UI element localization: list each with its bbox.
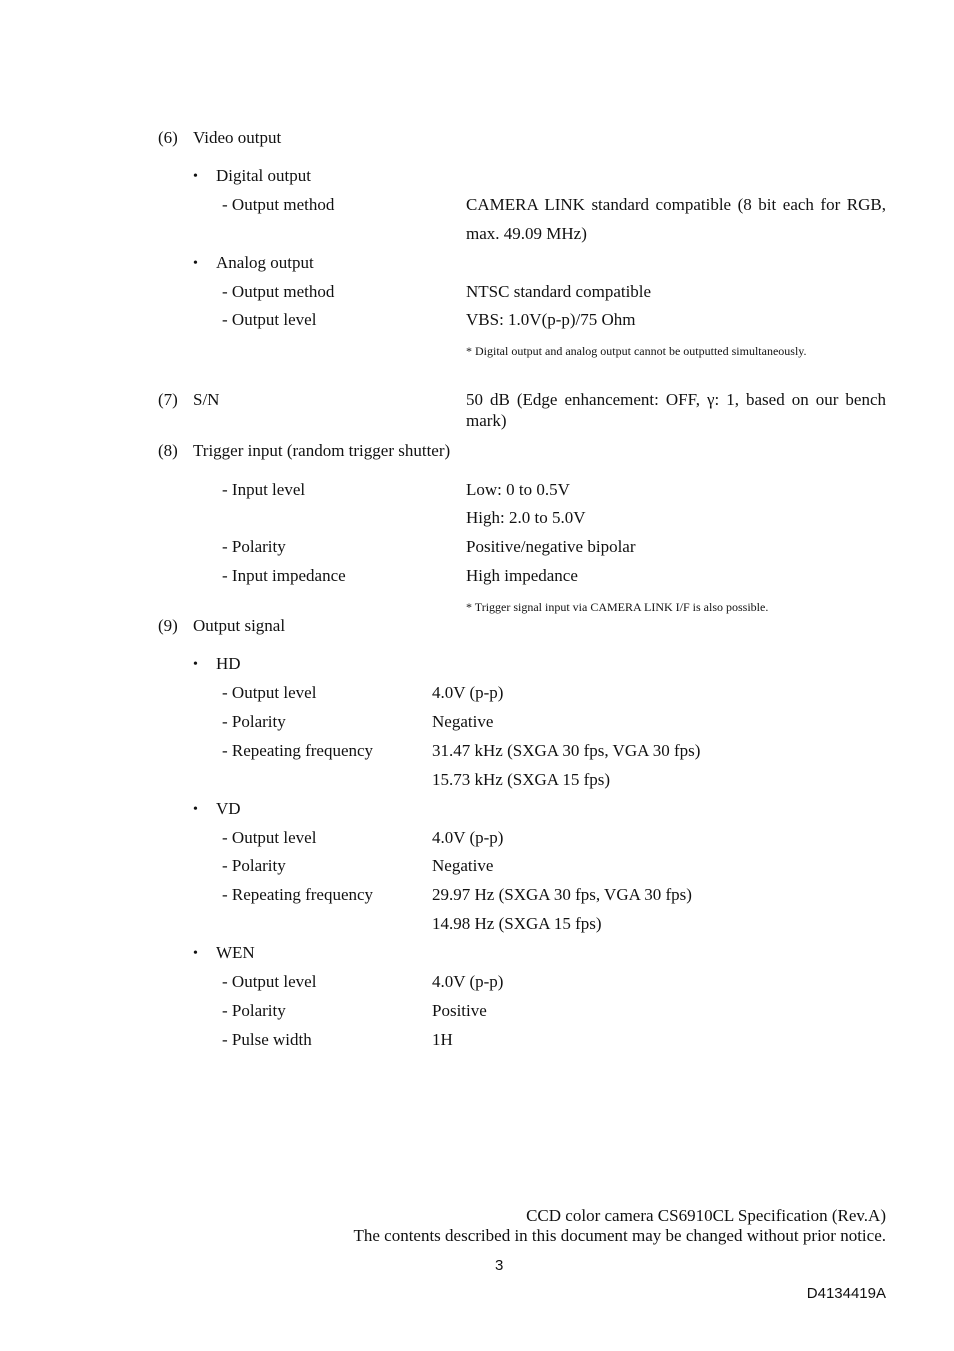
analog-level-label: - Output level	[222, 310, 317, 329]
vd-level-label: - Output level	[222, 828, 317, 847]
digital-output-label: Digital output	[216, 166, 311, 185]
hd-level-label: - Output level	[222, 683, 317, 702]
wen-level-label: - Output level	[222, 972, 317, 991]
wen-level-value: 4.0V (p-p)	[432, 972, 504, 991]
trigger-impedance-label: - Input impedance	[222, 566, 346, 585]
trigger-input-level-low: Low: 0 to 0.5V	[466, 480, 570, 499]
section-7-title: S/N	[193, 390, 220, 409]
vd-frequency-label: - Repeating frequency	[222, 885, 374, 904]
footer-document-title: CCD color camera CS6910CL Specification (Rev.A)	[526, 1206, 886, 1225]
hd-polarity-label: - Polarity	[222, 712, 286, 731]
section-6-number: (6)	[158, 128, 178, 147]
trigger-polarity-value: Positive/negative bipolar	[466, 537, 636, 556]
trigger-input-level-high: High: 2.0 to 5.0V	[466, 508, 586, 527]
vd-polarity-value: Negative	[432, 856, 494, 875]
analog-level-value: VBS: 1.0V(p-p)/75 Ohm	[466, 310, 636, 329]
trigger-impedance-value: High impedance	[466, 566, 578, 585]
section-8-number: (8)	[158, 441, 178, 460]
section-6-title: Video output	[193, 128, 282, 147]
vd-frequency-value-2: 14.98 Hz (SXGA 15 fps)	[432, 914, 602, 933]
trigger-polarity-label: - Polarity	[222, 537, 286, 556]
trigger-input-level-label: - Input level	[222, 480, 306, 499]
digital-method-value-line1: CAMERA LINK standard compatible (8 bit each for RGB,	[466, 195, 886, 214]
bullet-digital: •	[193, 169, 198, 184]
trigger-note: * Trigger signal input via CAMERA LINK I/F is also possible.	[466, 600, 769, 614]
page-number: 3	[495, 1257, 504, 1274]
section-9-title: Output signal	[193, 616, 286, 635]
sn-value-line1: 50 dB (Edge enhancement: OFF, γ: 1, based on our bench	[466, 390, 886, 409]
vd-level-value: 4.0V (p-p)	[432, 828, 504, 847]
hd-frequency-value-2: 15.73 kHz (SXGA 15 fps)	[432, 770, 611, 789]
video-output-note: * Digital output and analog output cannot be outputted simultaneously.	[466, 344, 807, 358]
section-9-number: (9)	[158, 616, 178, 635]
digital-method-value-line2: max. 49.09 MHz)	[466, 224, 587, 243]
document-code: D4134419A	[806, 1285, 886, 1302]
footer-notice: The contents described in this document may be changed without prior notice.	[353, 1226, 886, 1245]
vd-polarity-label: - Polarity	[222, 856, 286, 875]
vd-label: VD	[216, 799, 241, 818]
vd-frequency-value-1: 29.97 Hz (SXGA 30 fps, VGA 30 fps)	[432, 885, 692, 904]
bullet-hd: •	[193, 657, 198, 672]
section-7-number: (7)	[158, 390, 178, 409]
bullet-wen: •	[193, 946, 198, 961]
wen-width-value: 1H	[432, 1030, 453, 1049]
wen-width-label: - Pulse width	[222, 1030, 312, 1049]
wen-label: WEN	[216, 943, 255, 962]
wen-polarity-label: - Polarity	[222, 1001, 286, 1020]
hd-level-value: 4.0V (p-p)	[432, 683, 504, 702]
hd-frequency-value-1: 31.47 kHz (SXGA 30 fps, VGA 30 fps)	[432, 741, 701, 760]
digital-method-label: - Output method	[222, 195, 335, 214]
analog-method-label: - Output method	[222, 282, 335, 301]
bullet-vd: •	[193, 802, 198, 817]
sn-value-line2: mark)	[466, 411, 507, 430]
hd-label: HD	[216, 654, 241, 673]
analog-output-label: Analog output	[216, 253, 314, 272]
analog-method-value: NTSC standard compatible	[466, 282, 652, 301]
hd-frequency-label: - Repeating frequency	[222, 741, 374, 760]
bullet-analog: •	[193, 256, 198, 271]
wen-polarity-value: Positive	[432, 1001, 487, 1020]
section-8-title: Trigger input (random trigger shutter)	[193, 441, 451, 460]
hd-polarity-value: Negative	[432, 712, 494, 731]
